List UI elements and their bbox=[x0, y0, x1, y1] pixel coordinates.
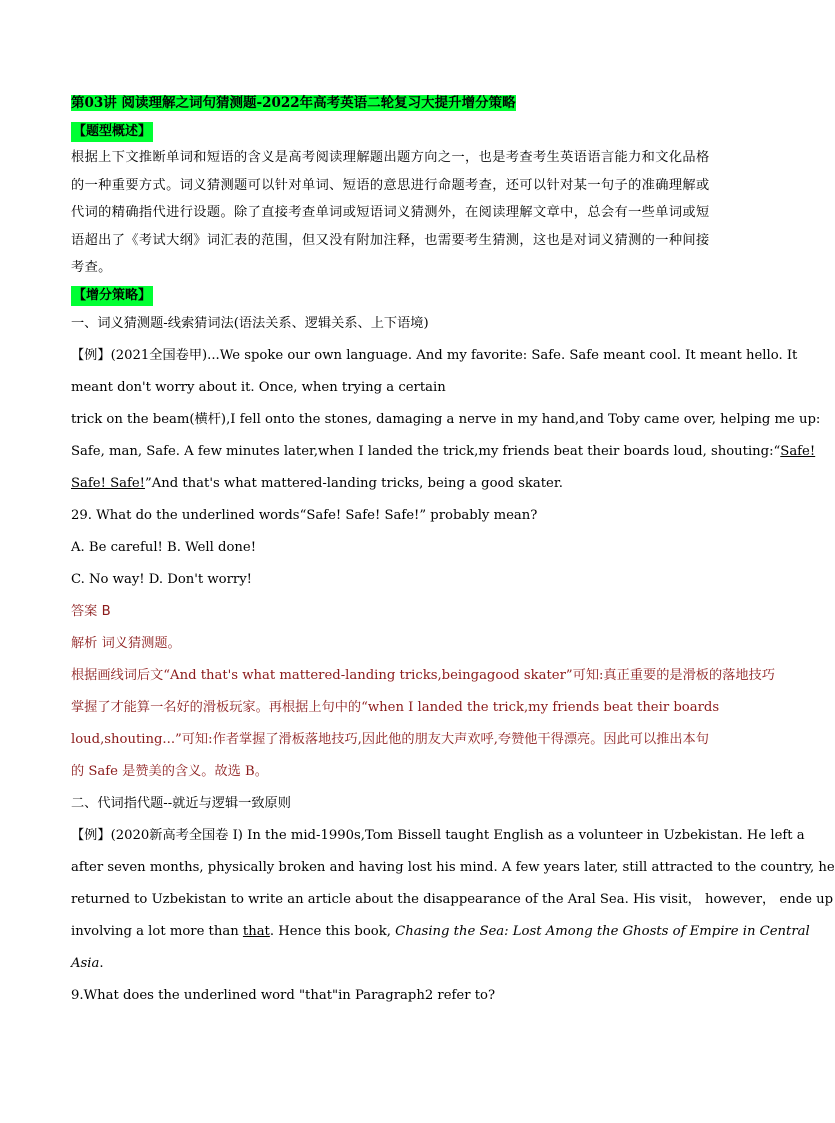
example1-text: ...We spoke our own language. And my favorite: Safe. Safe meant cool. It meant hello. It bbox=[207, 347, 798, 363]
document-page bbox=[71, 88, 835, 1012]
options-cd: C. No way! D. Don't worry! bbox=[71, 571, 252, 587]
example1-line4-text: Safe, man, Safe. A few minutes later,when I landed the trick,my friends beat their boards loud, shouting:“ bbox=[71, 443, 781, 459]
underlined-that: that bbox=[242, 923, 270, 939]
example2-line1 bbox=[71, 820, 805, 852]
example2-text: In the mid-1990s,Tom Bissell taught English as a volunteer in Uzbekistan. He left a bbox=[242, 827, 805, 843]
example2-line4-mid: . Hence this book, bbox=[269, 923, 396, 939]
underlined-safe: Safe! bbox=[780, 443, 816, 459]
question-9: 9.What does the underlined word "that"in Paragraph2 refer to? bbox=[71, 987, 496, 1003]
section-strategy bbox=[71, 282, 835, 1012]
example1-line1 bbox=[71, 340, 798, 372]
book-title: Chasing the Sea: Lost Among the Ghosts of Empire in Central bbox=[395, 923, 810, 939]
example1-line3: trick on the beam(横杆),I fell onto the stones, damaging a nerve in my hand,and Toby came over, helping me up: bbox=[71, 411, 821, 427]
book-title-end: Asia bbox=[71, 955, 100, 971]
example1-line5 bbox=[71, 468, 723, 500]
example1-line4 bbox=[71, 436, 816, 468]
document-title bbox=[71, 88, 723, 118]
strategy-tag: 【增分策略】 bbox=[71, 286, 153, 306]
analysis-line4: 的 Safe 是赞美的含义。故选 B。 bbox=[71, 763, 268, 779]
example-label: 【例】 bbox=[71, 827, 111, 843]
example-source: (2020新高考全国卷 I) bbox=[110, 827, 243, 843]
heading-word-guessing: 一、词义猜测题-线索猜词法(语法关系、逻辑关系、上下语境) bbox=[71, 315, 429, 331]
example2-line4 bbox=[71, 916, 810, 948]
overview-tag: 【题型概述】 bbox=[71, 122, 153, 142]
example1-line5-text: ”And that's what mattered-landing tricks, being a good skater. bbox=[144, 475, 563, 491]
title-highlight: 第03讲 阅读理解之词句猜测题-2022年高考英语二轮复习大提升增分策略 bbox=[71, 95, 516, 111]
analysis-line3: loud,shouting...”可知:作者掌握了滑板落地技巧,因此他的朋友大声欢呼,夸赞他干得漂亮。因此可以推出本句 bbox=[71, 731, 709, 747]
section-overview bbox=[71, 118, 723, 282]
example-label: 【例】 bbox=[71, 347, 111, 363]
options-ab: A. Be careful! B. Well done! bbox=[71, 539, 256, 555]
example-source: (2021全国卷甲) bbox=[110, 347, 208, 363]
example2-line2: after seven months, physically broken and having lost his mind. A few years later, still attracted to the country, he bbox=[71, 859, 835, 875]
analysis-label: 解析 词义猜测题。 bbox=[71, 635, 181, 651]
analysis-line1: 根据画线词后文“And that's what mattered-landing tricks,beingagood skater”可知:真正重要的是滑板的落地技巧 bbox=[71, 667, 775, 683]
example2-line3: returned to Uzbekistan to write an article about the disappearance of the Aral Sea. His visit， however， ende up bbox=[71, 891, 834, 907]
answer: 答案 B bbox=[71, 603, 111, 619]
example2-line5 bbox=[71, 948, 723, 980]
underlined-safe-safe: Safe! Safe! bbox=[71, 475, 145, 491]
example2-line5-text: . bbox=[99, 955, 104, 971]
example1-line2: meant don't worry about it. Once, when trying a certain bbox=[71, 379, 446, 395]
analysis-line2: 掌握了才能算一名好的滑板玩家。再根据上句中的“when I landed the trick,my friends beat their boards bbox=[71, 699, 720, 715]
question-29: 29. What do the underlined words“Safe! Safe! Safe!” probably mean? bbox=[71, 507, 538, 523]
example2-line4-text: involving a lot more than bbox=[71, 923, 243, 939]
overview-paragraph: 根据上下文推断单词和短语的含义是高考阅读理解题出题方向之一，也是考查考生英语语言能力和文化品格的一种重要方式。词义猜测题可以针对单词、短语的意思进行命题考查，还可以针对某一句子的准确理解或代词的精确指代进行设题。除了直接考查单词或短语词义猜测外，在阅读理解文章中，总会有一些单词或短语超出了《考试大纲》词汇表的范围，但又没有附加注释，也需要考生猜测，这也是对词义猜测的一种间接考查。 bbox=[71, 150, 710, 275]
heading-pronoun-reference: 二、代词指代题--就近与逻辑一致原则 bbox=[71, 795, 291, 811]
